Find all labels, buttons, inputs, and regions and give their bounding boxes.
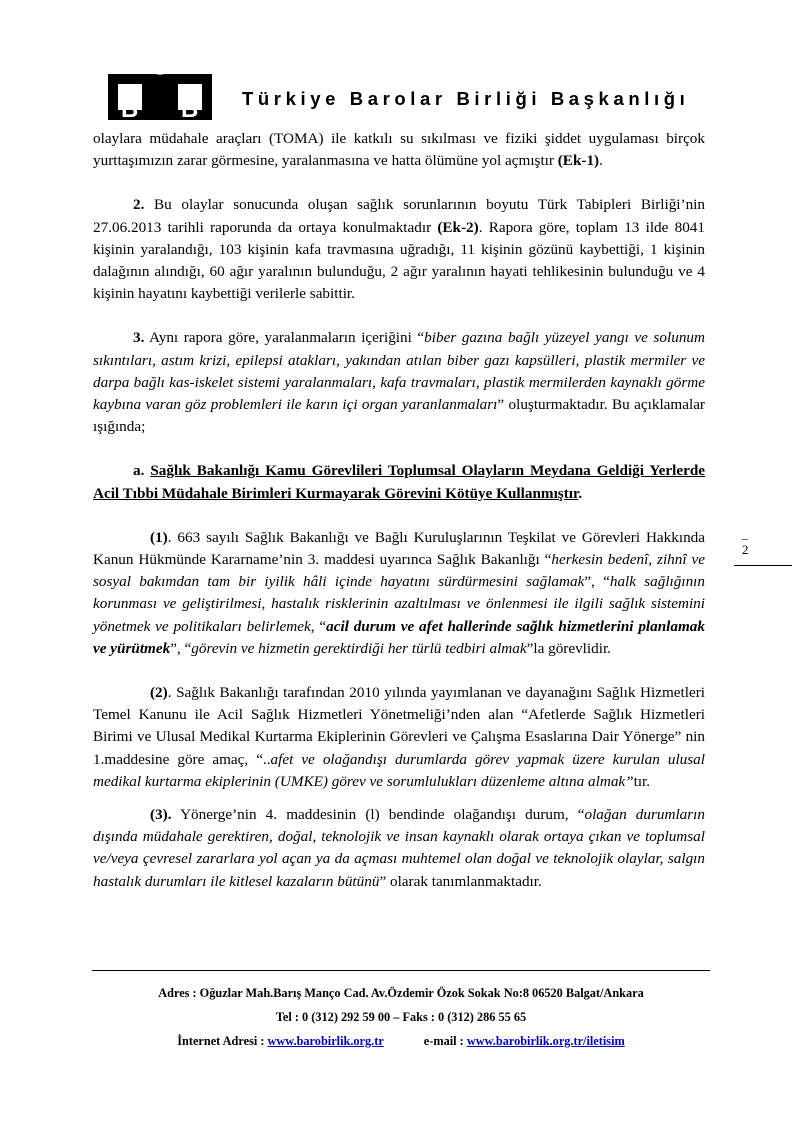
paragraph-2: 2. Bu olaylar sonucunda oluşan sağlık sorunlarının boyutu Türk Tabipleri Birliği’nin 27.06.2013 tarihli raporunda da ortaya konulmaktadır (Ek-2). Rapora göre, toplam 13 ilde 8041 kişinin yaralandığı, 103 kişinin kafa travmasına uğradığı, 11 kişinin gözünü kaybettiği, 1 kişinin dalağının alındığı, 60 ağır yaralının bulunduğu, 2 ağır yaralının hayati tehlikesinin bulunduğu ve 4 kişinin hayatını kaybettiği verilerle sabittir. [93, 196, 705, 303]
page-number-rule [734, 565, 792, 566]
letterhead [108, 74, 708, 122]
footer-links [92, 1029, 710, 1053]
page-number: 2 [742, 542, 749, 557]
subsection-1: (1). 663 sayılı Sağlık Bakanlığı ve Bağlı Kuruluşlarının Teşkilat ve Görevleri Hakkında Kanun Hükmünde Kararname’nin 3. maddesi uyarınca Sağlık Bakanlığı “herkesin bedenî, zihnî ve sosyal bakımdan tam bir iyilik hâli içinde hayatını sürdürmesini sağlamak”, “halk sağlığının korunması ve geliştirilmesi, hastalık risklerinin azaltılması ve önlenmesi ile ilgili sağlık sistemini yönetmek ve politikaları belirlemek, “acil durum ve afet hallerinde sağlık hizmetlerini planlamak ve yürütmek”, “görevin ve hizmetin gerektirdiği her türlü tedbiri almak”la görevlidir. [93, 528, 706, 657]
footer-phone: Tel : 0 (312) 292 59 00 – Faks : 0 (312) 286 55 65 [275, 1010, 527, 1024]
internet-label: İnternet Adresi : [177, 1034, 268, 1048]
footer-divider [92, 970, 710, 971]
svg-text:B: B [181, 96, 199, 120]
contact-link[interactable]: www.barobirlik.org.tr/iletisim [466, 1034, 625, 1048]
website-link[interactable]: www.barobirlik.org.tr [267, 1034, 384, 1048]
organization-name: Türkiye Barolar Birliği Başkanlığı [242, 88, 690, 109]
svg-text:B: B [121, 96, 139, 120]
subsection-2: (2). Sağlık Bakanlığı tarafından 2010 yılında yayımlanan ve dayanağını Sağlık Hizmetleri Temel Kanunu ile Acil Sağlık Hizmetleri Yönetmeliği’nden alan “Afetlerde Sağlık Hizmetleri Birimi ve Ulusal Medikal Kurtarma Ekiplerinin Görevleri ve Çalışma Esaslarına Dair Yönerge” nin 1.maddesine göre amaç, “..afet ve olağandışı durumlarda görev yapmak üzere kurulan ulusal medikal kurtarma ekiplerinin (UMKE) görev ve sorumlulukları düzenleme altına almak”tır. [93, 684, 705, 790]
document-body [93, 128, 705, 893]
footer-address: Adres : Oğuzlar Mah.Barış Manço Cad. Av.Özdemir Özok Sokak No:8 06520 Balgat/Ankara [158, 986, 644, 1000]
footer [92, 981, 710, 1053]
paragraph-continuation: olaylara müdahale araçları (TOMA) ile katkılı su sıkılması ve fiziki şiddet uygulaması birçok yurttaşımızın zarar görmesine, yaralanmasına ve hatta ölümüne yol açmıştır (Ek-1). [93, 130, 705, 170]
paragraph-3: 3. Aynı rapora göre, yaralanmaların içeriğini “biber gazına bağlı yüzeyel yangı ve solunum sıkıntıları, astım krizi, epilepsi atakları, yakından atılan biber gazı kapsülleri, plastik mermiler ve darpa bağlı kas-iskelet sistemi yaralanmaları, kafa travmaları, plastik mermilerden kaynaklı görme kaybına varan göz problemleri ile karın içi organ yaranlanmaları” oluşturmaktadır. Bu açıklamalar ışığında; [93, 329, 705, 436]
margin-mark: – [742, 531, 748, 545]
subsection-3: (3). Yönerge’nin 4. maddesinin (l) bendinde olağandışı durum, “olağan durumların dışında müdahale gerektiren, doğal, teknolojik ve insan kaynaklı olarak ortaya çıkan ve toplumsal ve/veya çevresel zararlara yol açan ya da açması muhtemel olan doğal ve teknolojik olaylar, salgın hastalık durumları ile kitlesel kazaların bütünü” olarak tanımlanmaktadır. [93, 806, 705, 890]
section-a-heading: a. Sağlık Bakanlığı Kamu Görevlileri Toplumsal Olayların Meydana Geldiği Yerlerde Acil Tıbbi Müdahale Birimleri Kurmayarak Görevini Kötüye Kullanmıştır. [93, 462, 706, 502]
bar-association-logo [108, 74, 212, 120]
email-label: e-mail : [423, 1034, 467, 1048]
